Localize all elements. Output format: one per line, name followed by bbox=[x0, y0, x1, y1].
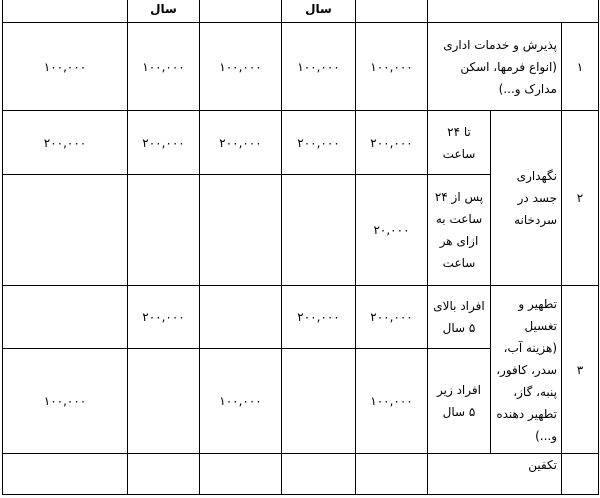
header-cell bbox=[200, 0, 282, 23]
fee-cell: ۲۰۰,۰۰۰ bbox=[282, 286, 356, 349]
fee-cell: ۲۰۰,۰۰۰ bbox=[3, 111, 128, 175]
header-cell-sal: سال bbox=[282, 0, 356, 23]
fee-cell bbox=[200, 175, 282, 286]
service-title: تکفین bbox=[428, 454, 562, 495]
fee-cell: ۱۰۰,۰۰۰ bbox=[128, 23, 200, 111]
row-index: ۲ bbox=[562, 111, 599, 286]
fee-cell bbox=[356, 454, 428, 495]
row-index: ۳ bbox=[562, 286, 599, 454]
fee-cell: ۲۰۰,۰۰۰ bbox=[356, 286, 428, 349]
fee-cell: ۲۰,۰۰۰ bbox=[356, 175, 428, 286]
table-header-row bbox=[3, 0, 599, 23]
fee-table bbox=[2, 0, 599, 495]
fee-cell bbox=[282, 175, 356, 286]
header-cell bbox=[356, 0, 428, 23]
header-cell-sal: سال bbox=[128, 0, 200, 23]
fee-cell bbox=[282, 454, 356, 495]
sub-label: افراد بالای ۵ سال bbox=[428, 286, 491, 349]
sub-label: تا ۲۴ ساعت bbox=[428, 111, 491, 175]
table-row bbox=[3, 286, 599, 349]
table-row bbox=[3, 23, 599, 111]
fee-cell bbox=[128, 175, 200, 286]
fee-cell: ۱۰۰,۰۰۰ bbox=[200, 23, 282, 111]
fee-cell bbox=[128, 454, 200, 495]
fee-cell: ۲۰۰,۰۰۰ bbox=[282, 111, 356, 175]
fee-cell bbox=[200, 286, 282, 349]
fee-cell bbox=[3, 286, 128, 349]
fee-cell: ۲۰۰,۰۰۰ bbox=[128, 286, 200, 349]
fee-cell bbox=[3, 454, 128, 495]
table-row bbox=[3, 454, 599, 495]
fee-cell bbox=[3, 175, 128, 286]
sub-label: افراد زیر ۵ سال bbox=[428, 349, 491, 454]
row-index bbox=[562, 454, 599, 495]
fee-cell bbox=[282, 349, 356, 454]
fee-cell: ۱۰۰,۰۰۰ bbox=[3, 23, 128, 111]
fee-cell: ۱۰۰,۰۰۰ bbox=[200, 349, 282, 454]
fee-cell: ۱۰۰,۰۰۰ bbox=[356, 349, 428, 454]
fee-cell: ۲۰۰,۰۰۰ bbox=[200, 111, 282, 175]
table-row bbox=[3, 111, 599, 175]
header-cell bbox=[3, 0, 128, 23]
fee-cell bbox=[200, 454, 282, 495]
fee-cell: ۲۰۰,۰۰۰ bbox=[356, 111, 428, 175]
fee-cell: ۱۰۰,۰۰۰ bbox=[3, 349, 128, 454]
service-title: نگهداری جسد در سردخانه bbox=[491, 111, 562, 286]
header-cell-title bbox=[428, 0, 599, 23]
fee-cell bbox=[128, 349, 200, 454]
fee-cell: ۱۰۰,۰۰۰ bbox=[356, 23, 428, 111]
fee-cell: ۱۰۰,۰۰۰ bbox=[282, 23, 356, 111]
fee-cell: ۲۰۰,۰۰۰ bbox=[128, 111, 200, 175]
sub-label: پس از ۲۴ ساعت به ازای هر ساعت bbox=[428, 175, 491, 286]
row-index: ۱ bbox=[562, 23, 599, 111]
service-title: پذیرش و خدمات اداری (انواع فرمها، اسکن مدارک و...) bbox=[428, 23, 562, 111]
service-title: تطهیر و تغسیل (هزینه آب، سدر، کافور، پنبه، گاز، تطهیر دهنده و...) bbox=[491, 286, 562, 454]
